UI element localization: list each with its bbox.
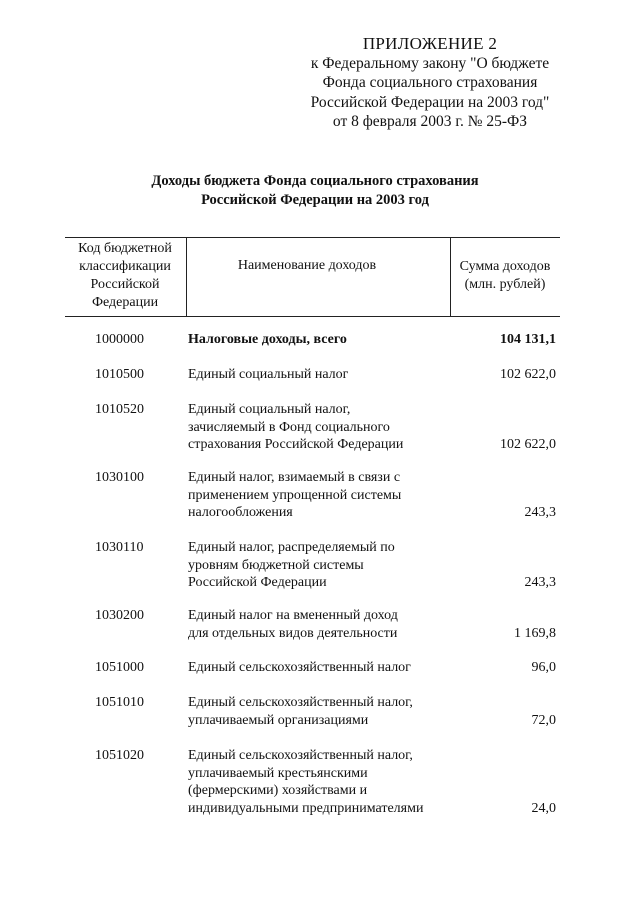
row-amount: 1 169,8 xyxy=(514,625,556,641)
table-header xyxy=(65,237,560,317)
header-name: Наименование доходов xyxy=(237,258,377,273)
row-code: 1030110 xyxy=(95,540,144,555)
row-amount: 243,3 xyxy=(524,575,556,590)
row-name: Налоговые доходы, всего xyxy=(188,332,347,347)
row-amount: 96,0 xyxy=(531,660,556,675)
row-amount: 102 622,0 xyxy=(500,437,556,452)
row-name: Единый сельскохозяйственный налог xyxy=(188,660,411,675)
appendix-title: ПРИЛОЖЕНИЕ 2 xyxy=(362,34,498,53)
row-amount: 72,0 xyxy=(531,712,556,728)
row-name: Единый сельскохозяйственный налог, уплачиваемый крестьянскими (фермерскими) хозяйствами и индивидуальными предпринимателями xyxy=(188,748,424,816)
row-amount: 102 622,0 xyxy=(500,367,556,382)
appendix-line: к Федеральному закону "О бюджете xyxy=(310,54,550,72)
row-code: 1000000 xyxy=(95,332,144,347)
appendix-line: Фонда социального страхования xyxy=(322,74,538,91)
appendix-line: от 8 февраля 2003 г. № 25-ФЗ xyxy=(332,113,528,130)
row-code: 1010500 xyxy=(95,367,144,382)
document-title-line: Российской Федерации на 2003 год xyxy=(201,192,429,208)
row-code: 1030200 xyxy=(95,608,144,623)
row-code: 1030100 xyxy=(95,470,144,485)
row-code: 1051020 xyxy=(95,748,144,763)
row-amount: 243,3 xyxy=(524,505,556,520)
row-amount: 24,0 xyxy=(531,800,556,816)
header-code: Код бюджетной классификации Российской Федерации xyxy=(78,241,172,310)
row-name: Единый социальный налог, зачисляемый в Фонд социального страхования Российской Федерации xyxy=(188,402,404,452)
appendix-line: Российской Федерации на 2003 год" xyxy=(310,93,550,111)
document-title xyxy=(80,172,550,210)
row-code: 1051000 xyxy=(95,660,144,675)
row-code: 1051010 xyxy=(95,695,144,710)
column-divider xyxy=(186,238,187,316)
appendix-block xyxy=(280,34,580,132)
row-name: Единый налог на вмененный доход для отдельных видов деятельности xyxy=(188,608,398,641)
row-name: Единый налог, взимаемый в связи с применением упрощенной системы налогообложения xyxy=(188,470,402,520)
row-code: 1010520 xyxy=(95,402,144,417)
row-name: Единый сельскохозяйственный налог, уплачиваемый организациями xyxy=(188,695,413,728)
row-name: Единый налог, распределяемый по уровням бюджетной системы Российской Федерации xyxy=(188,540,395,590)
row-name: Единый социальный налог xyxy=(188,367,349,382)
header-amount: Сумма доходов (млн. рублей) xyxy=(459,259,551,292)
row-amount: 104 131,1 xyxy=(500,332,556,347)
document-title-line: Доходы бюджета Фонда социального страхования xyxy=(151,173,479,189)
